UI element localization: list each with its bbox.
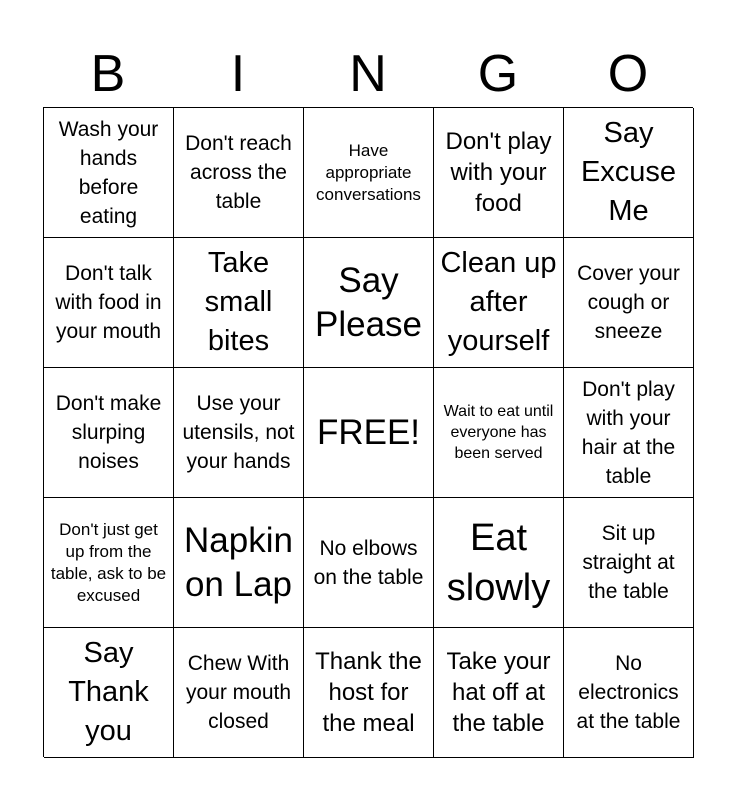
cell-text: Wait to eat until everyone has been served <box>443 403 554 462</box>
bingo-cell[interactable] <box>44 238 174 368</box>
cell-text: Take your hat off at the table <box>446 648 551 737</box>
cell-text: Say Please <box>314 260 423 344</box>
bingo-cell[interactable] <box>564 628 694 758</box>
cell-text: Eat slowly <box>446 516 551 609</box>
bingo-cell[interactable] <box>564 238 694 368</box>
cell-text: Don't just get up from the table, ask to be excused <box>50 519 167 605</box>
cell-text: Don't make slurping noises <box>55 392 162 473</box>
cell-text: Don't play with your food <box>445 128 552 217</box>
cell-text: Chew With your mouth closed <box>185 652 292 733</box>
bingo-cell[interactable] <box>564 368 694 498</box>
cell-text: Don't play with your hair at the table <box>581 377 676 488</box>
bingo-cell[interactable] <box>44 108 174 238</box>
bingo-cell[interactable] <box>44 498 174 628</box>
header-letter-n: N <box>349 45 387 103</box>
cell-text: Don't talk with food in your mouth <box>55 262 162 343</box>
cell-text: Clean up after yourself <box>440 247 557 357</box>
cell-text: Napkin on Lap <box>184 520 293 604</box>
bingo-cell[interactable] <box>434 108 564 238</box>
bingo-cell[interactable] <box>434 628 564 758</box>
header-letter-b: B <box>90 45 126 103</box>
cell-text: Use your utensils, not your hands <box>182 392 295 473</box>
cell-text: No electronics at the table <box>576 652 681 733</box>
cell-text: Say Excuse Me <box>580 117 677 227</box>
header-letter-g: G <box>477 45 519 103</box>
bingo-cell[interactable] <box>304 238 434 368</box>
bingo-cell[interactable] <box>564 498 694 628</box>
cell-text: Say Thank you <box>68 637 149 747</box>
bingo-cell[interactable] <box>174 368 304 498</box>
bingo-header <box>43 40 693 108</box>
bingo-cell[interactable] <box>174 238 304 368</box>
bingo-cell[interactable] <box>434 238 564 368</box>
bingo-cell[interactable] <box>434 498 564 628</box>
cell-text: Wash your hands before eating <box>58 117 159 228</box>
cell-text: FREE! <box>316 412 421 452</box>
cell-text: Sit up straight at the table <box>582 522 675 603</box>
bingo-cell[interactable] <box>174 498 304 628</box>
header-letter-i: I <box>230 45 246 103</box>
cell-text: Thank the host for the meal <box>315 648 422 737</box>
cell-text: No elbows on the table <box>313 536 424 589</box>
cell-text: Cover your cough or sneeze <box>577 262 680 343</box>
bingo-cell[interactable] <box>304 498 434 628</box>
cell-text: Take small bites <box>204 247 273 357</box>
bingo-cell[interactable] <box>44 628 174 758</box>
bingo-cell[interactable] <box>434 368 564 498</box>
header-letter-o: O <box>607 45 649 103</box>
bingo-board <box>43 107 693 757</box>
cell-text: Don't reach across the table <box>185 132 292 213</box>
bingo-cell[interactable] <box>44 368 174 498</box>
bingo-cell[interactable] <box>304 108 434 238</box>
bingo-cell[interactable] <box>304 628 434 758</box>
free-space[interactable] <box>304 368 434 498</box>
bingo-cell[interactable] <box>174 108 304 238</box>
bingo-cell[interactable] <box>174 628 304 758</box>
bingo-cell[interactable] <box>564 108 694 238</box>
cell-text: Have appropriate conversations <box>316 140 421 204</box>
